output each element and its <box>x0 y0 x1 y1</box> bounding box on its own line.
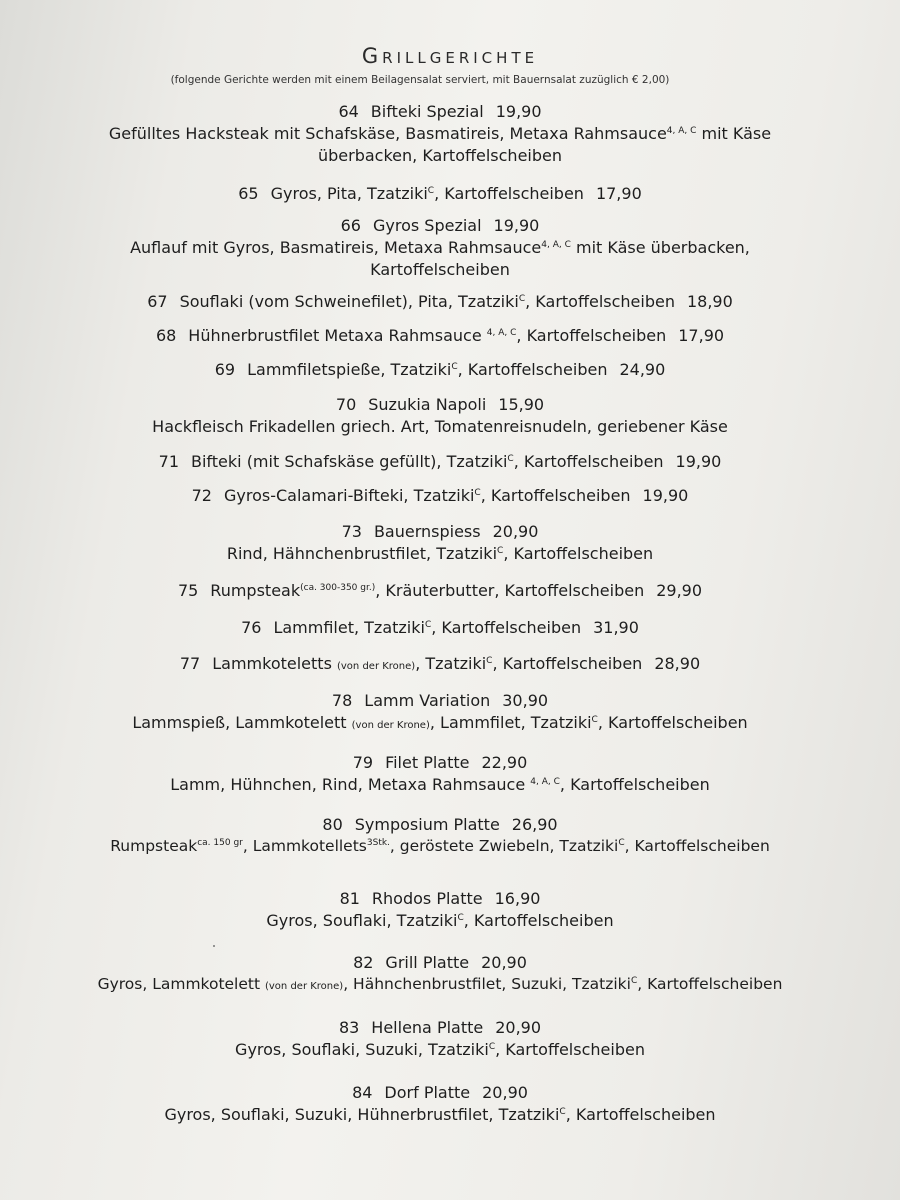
menu-item-69: 69 Lammfiletspieße, Tzatziki$^C$, Kartoffelscheiben 24,90 <box>214 360 666 379</box>
item-description: Gefülltes Hacksteak mit Schafskäse, Basmatireis, Metaxa Rahmsauce$^{4, A, C}$ mit Käse <box>108 124 772 143</box>
menu-item-70: 70 Suzukia Napoli 15,90 Hackfleisch Frikadellen griech. Art, Tomatenreisnudeln, geriebener Käse <box>152 395 728 436</box>
menu-item-71: 71 Bifteki (mit Schafskäse gefüllt), Tzatziki$^C$, Kartoffelscheiben 19,90 <box>158 452 722 471</box>
menu-title: Grillgerichte <box>361 44 539 68</box>
menu-item-75: 75 Rumpsteak$^{(ca. 300-350 gr.)}$, Kräuterbutter, Kartoffelscheiben 29,90 <box>177 581 703 600</box>
menu-item-73: 73 Bauernspiess 20,90 Rind, Hähnchenbrustfilet, Tzatziki$^C$, Kartoffelscheiben <box>226 522 654 563</box>
menu-item-64 <box>0 101 880 166</box>
menu-item-72: 72 Gyros-Calamari-Bifteki, Tzatziki$^C$, Kartoffelscheiben 19,90 <box>191 486 689 505</box>
menu-item-79: 79 Filet Platte 22,90 Lamm, Hühnchen, Rind, Metaxa Rahmsauce $^{4, A, C}$, Kartoffelscheiben <box>170 753 710 794</box>
item-heading: 64 Bifteki Spezial 19,90 <box>338 102 542 121</box>
menu-item-83: 83 Hellena Platte 20,90 Gyros, Souflaki, Suzuki, Tzatziki$^C$, Kartoffelscheiben <box>235 1018 645 1059</box>
menu-item-68: 68 Hühnerbrustfilet Metaxa Rahmsauce $^{4, A, C}$, Kartoffelscheiben 17,90 <box>155 326 725 345</box>
menu-item-65: 65 Gyros, Pita, Tzatziki$^C$, Kartoffelscheiben 17,90 <box>238 184 642 203</box>
menu-item-80: 80 Symposium Platte 26,90 Rumpsteak$^{ca. 150 gr}$, Lammkotellets$^{3Stk.}$, geröstete Zwiebeln, Tzatziki$^C$, Kartoffelscheiben <box>110 815 770 855</box>
menu-item-82: 82 Grill Platte 20,90 Gyros, Lammkotelett (von der Krone), Hähnchenbrustfilet, Suzuki, Tzatziki$^C$, Kartoffelscheiben <box>97 953 783 993</box>
menu-item-76: 76 Lammfilet, Tzatziki$^C$, Kartoffelscheiben 31,90 <box>241 618 639 637</box>
menu-item-81: 81 Rhodos Platte 16,90 Gyros, Souflaki, Tzatziki$^C$, Kartoffelscheiben <box>266 889 614 930</box>
menu-item-67: 67 Souflaki (vom Schweinefilet), Pita, Tzatziki$^C$, Kartoffelscheiben 18,90 <box>147 292 733 311</box>
menu-subtitle: (folgende Gerichte werden mit einem Beilagensalat serviert, mit Bauernsalat zuzüglich € 2,00) <box>170 74 670 86</box>
menu-item-77: 77 Lammkoteletts (von der Krone), Tzatziki$^C$, Kartoffelscheiben 28,90 <box>179 654 701 673</box>
menu-item-84: 84 Dorf Platte 20,90 Gyros, Souflaki, Suzuki, Hühnerbrustfilet, Tzatziki$^C$, Kartoffelscheiben <box>164 1083 716 1124</box>
menu-item-66: 66 Gyros Spezial 19,90 Auflauf mit Gyros, Basmatireis, Metaxa Rahmsauce$^{4, A, C}$ mit Käse überbacken, Kartoffelscheiben <box>130 216 750 279</box>
menu-item-78: 78 Lamm Variation 30,90 Lammspieß, Lammkotelett (von der Krone), Lammfilet, Tzatziki$^C$, Kartoffelscheiben <box>132 691 748 732</box>
item-description-cont: überbacken, Kartoffelscheiben <box>318 146 562 165</box>
paper-speck <box>213 945 215 947</box>
